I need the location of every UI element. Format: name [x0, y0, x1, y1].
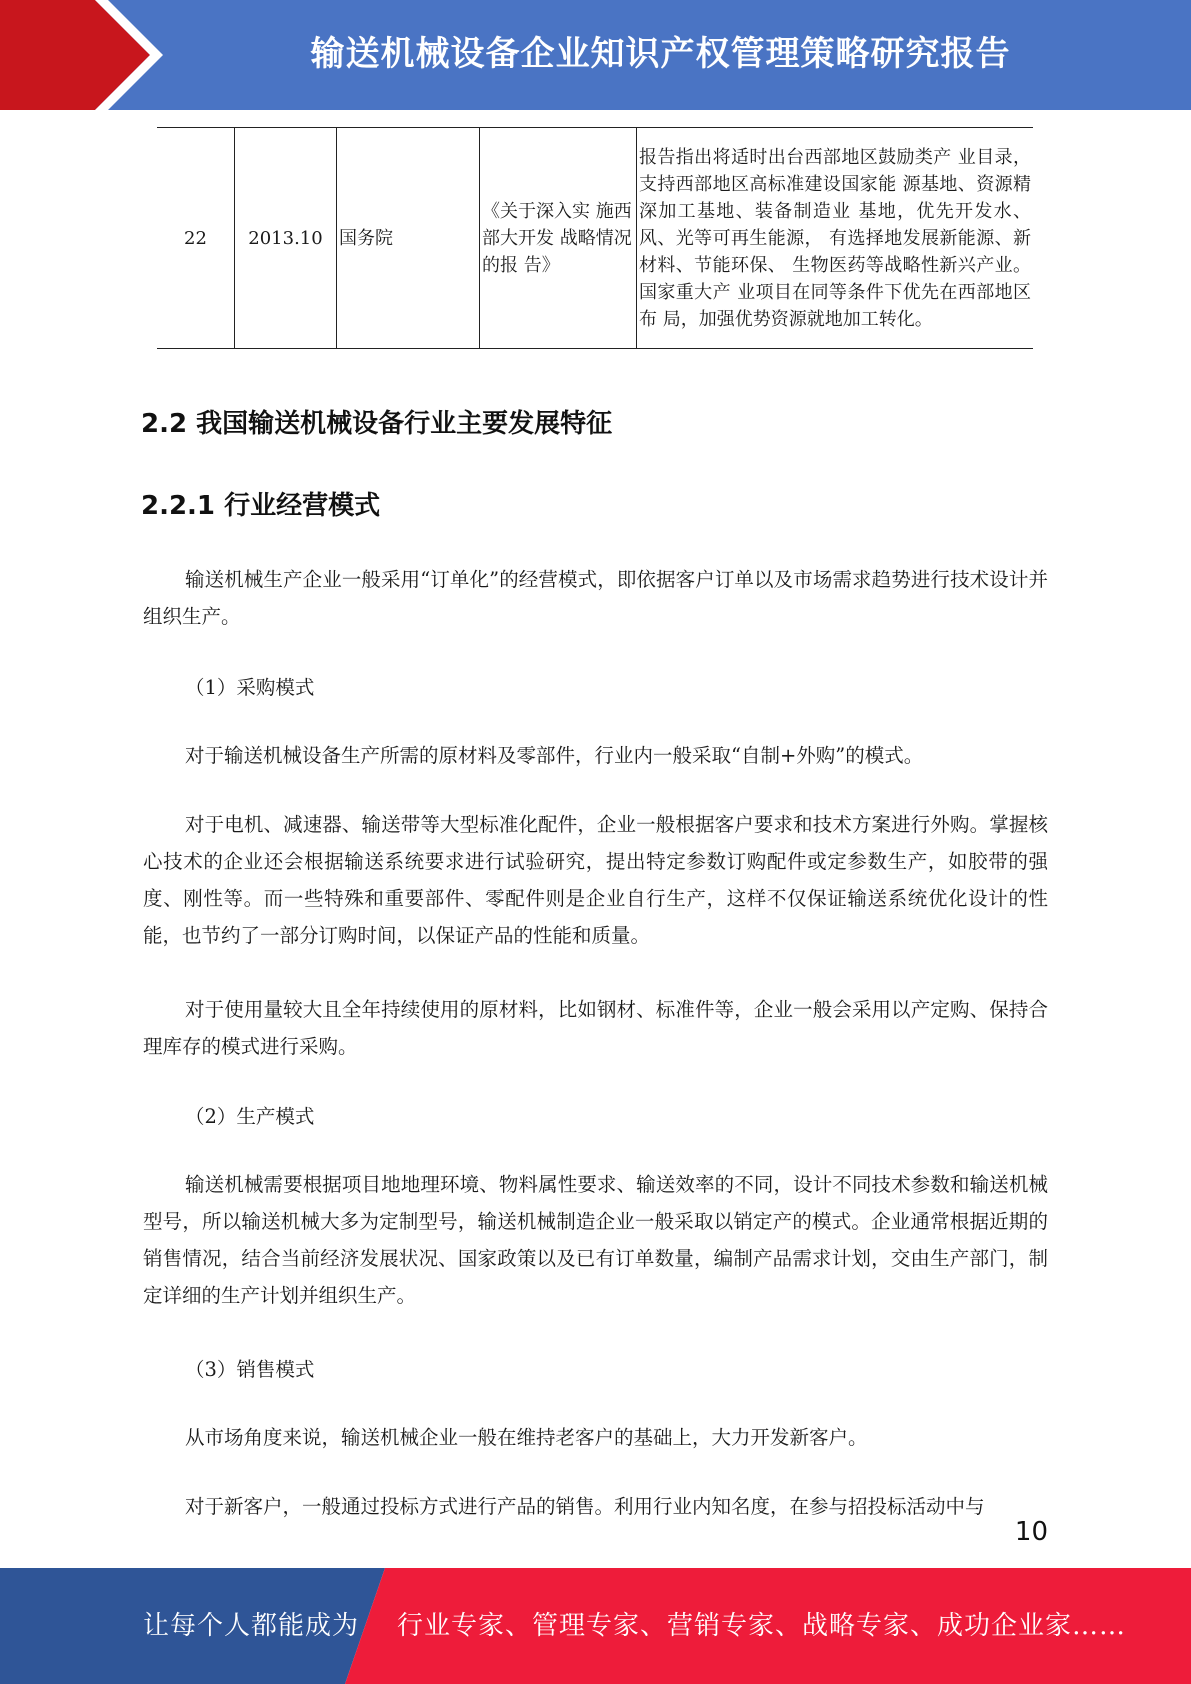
row-number: 22	[157, 128, 235, 349]
row-date: 2013.10	[235, 128, 337, 349]
row-document: 《关于深入实 施西部大开发 战略情况的报 告》	[480, 128, 637, 349]
subheading-procurement: （1）采购模式	[185, 676, 315, 699]
footer-slogan-right: 行业专家、管理专家、营销专家、战略专家、成功企业家……	[397, 1611, 1127, 1641]
subsection-heading: 2.2.1 行业经营模式	[141, 491, 381, 521]
paragraph-production: 输送机械需要根据项目地地理环境、物料属性要求、输送效率的不同，设计不同技术参数和输送机械型号，所以输送机械大多为定制型号，输送机械制造企业一般采取以销定产的模式。企业通常根据近期的销售情况，结合当前经济发展状况、国家政策以及已有订单数量，编制产品需求计划，交由生产部门，制定详细的生产计划并组织生产。	[143, 1173, 1048, 1307]
row-description: 报告指出将适时出台西部地区鼓励类产 业目录，支持西部地区高标准建设国家能 源基地、资源精深加工基地、装备制造业 基地，优先开发水、风、光等可再生能源， 有选择地发展新能源、新材料、节能环保、 生物医药等战略性新兴产业。国家重大产 业项目在同等条件下优先在西部地区布 局，加强优势资源就地加工转化。	[637, 128, 1034, 349]
paragraph-sales-intro: 从市场角度来说，输送机械企业一般在维持老客户的基础上，大力开发新客户。	[185, 1426, 868, 1449]
subheading-sales: （3）销售模式	[185, 1358, 315, 1381]
footer-slogan-left: 让每个人都能成为	[143, 1611, 360, 1641]
table-row	[157, 128, 1033, 349]
report-title: 输送机械设备企业知识产权管理策略研究报告	[310, 34, 1011, 74]
page-header	[0, 0, 1191, 110]
page-number: 10	[1014, 1517, 1048, 1547]
paragraph-sales-new-clients: 对于新客户，一般通过投标方式进行产品的销售。利用行业内知名度，在参与招投标活动中与	[185, 1495, 985, 1518]
header-red-arrow	[0, 0, 150, 110]
paragraph-procurement-intro: 对于输送机械设备生产所需的原材料及零部件，行业内一般采取“自制+外购”的模式。	[185, 744, 924, 767]
section-heading: 2.2 我国输送机械设备行业主要发展特征	[141, 409, 613, 439]
page-footer	[0, 1568, 1191, 1684]
paragraph-business-model: 输送机械生产企业一般采用“订单化”的经营模式，即依据客户订单以及市场需求趋势进行技术设计并组织生产。	[143, 568, 1048, 628]
paragraph-procurement-parts: 对于电机、减速器、输送带等大型标准化配件，企业一般根据客户要求和技术方案进行外购。掌握核心技术的企业还会根据输送系统要求进行试验研究，提出特定参数订购配件或定参数生产，如胶带的强度、刚性等。而一些特殊和重要部件、零配件则是企业自行生产，这样不仅保证输送系统优化设计的性能，也节约了一部分订购时间，以保证产品的性能和质量。	[143, 813, 1048, 947]
subheading-production: （2）生产模式	[185, 1105, 315, 1128]
policy-table	[157, 127, 1033, 349]
row-issuer: 国务院	[337, 128, 480, 349]
paragraph-procurement-materials: 对于使用量较大且全年持续使用的原材料，比如钢材、标准件等，企业一般会采用以产定购、保持合理库存的模式进行采购。	[143, 998, 1048, 1058]
